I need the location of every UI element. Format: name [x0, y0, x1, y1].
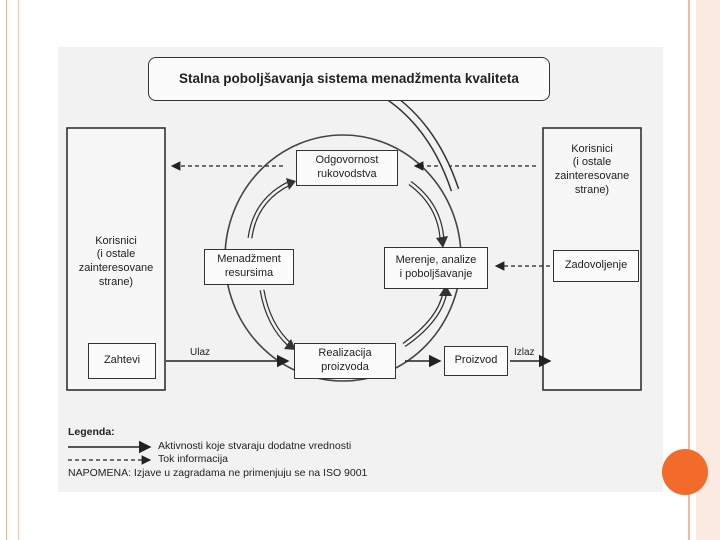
- management-responsibility-box: Odgovornost rukovodstva: [296, 150, 398, 186]
- legend-heading: Legenda:: [68, 426, 115, 438]
- measurement-box: Merenje, analize i poboljšavanje: [384, 247, 488, 289]
- requirements-box: Zahtevi: [88, 343, 156, 379]
- product-box: Proizvod: [444, 346, 508, 376]
- customers-left-label: Korisnici (i ostale zainteresovane strane): [78, 234, 154, 288]
- title-box: [148, 57, 550, 101]
- product-realization-box: Realizacija proizvoda: [294, 343, 396, 379]
- title-text: Stalna poboljšavanja sistema menadžmenta kvaliteta: [179, 70, 519, 86]
- cycle-arrow-right: [410, 183, 442, 240]
- cycle-arrow-top: [250, 183, 290, 238]
- customers-right-label: Korisnici (i ostale zainteresovane strane): [554, 142, 630, 196]
- slide-accent-circle: [662, 449, 708, 495]
- output-label: Izlaz: [514, 347, 535, 358]
- cycle-arrow-bottom: [404, 292, 445, 345]
- resource-management-box: Menadžment resursima: [204, 249, 294, 285]
- cycle-arrow-left: [262, 290, 290, 345]
- input-label: Ulaz: [190, 347, 211, 358]
- legend-note: NAPOMENA: Izjave u zagradama ne primenjuju se na ISO 9001: [68, 467, 368, 479]
- legend-info-flow: Tok informacija: [158, 453, 229, 465]
- satisfaction-box: Zadovoljenje: [553, 250, 639, 282]
- legend-value-activities: Aktivnosti koje stvaraju dodatne vrednosti: [158, 440, 352, 452]
